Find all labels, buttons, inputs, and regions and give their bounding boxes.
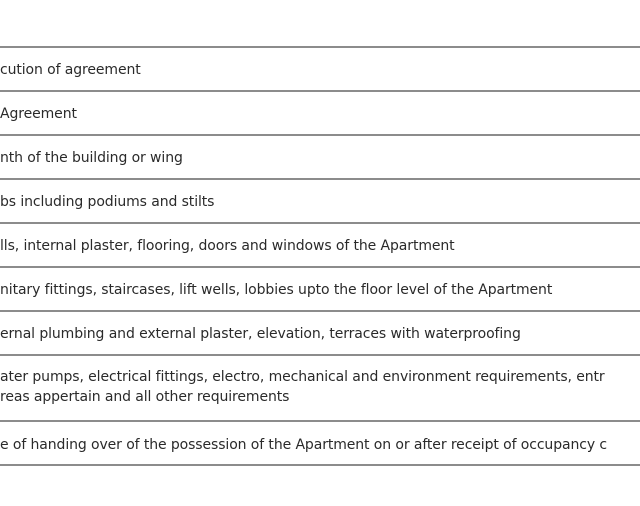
row-description: ernal plumbing and external plaster, elevation, terraces with waterproofing — [0, 326, 521, 342]
row-description: lls, internal plaster, flooring, doors and windows of the Apartment — [0, 238, 455, 254]
row-description: e of handing over of the possession of the Apartment on or after receipt of occupancy c — [0, 437, 607, 453]
table-row — [0, 136, 640, 180]
row-description: Agreement — [0, 106, 77, 122]
row-description: nth of the building or wing — [0, 150, 183, 166]
row-description: nitary fittings, staircases, lift wells, lobbies upto the floor level of the Apartment — [0, 282, 553, 298]
table-header-row — [0, 0, 640, 48]
row-description: cution of agreement — [0, 62, 141, 78]
row-description: ater pumps, electrical fittings, electro, mechanical and environment requirements, entr reas appertain and all other requirements — [0, 369, 605, 405]
row-description: bs including podiums and stilts — [0, 194, 215, 210]
table-row — [0, 224, 640, 268]
table-row — [0, 48, 640, 92]
table-row — [0, 180, 640, 224]
table-row-empty — [0, 466, 640, 506]
table-row — [0, 422, 640, 466]
table-row — [0, 92, 640, 136]
table-row — [0, 268, 640, 312]
table-row — [0, 312, 640, 356]
table-row — [0, 356, 640, 422]
